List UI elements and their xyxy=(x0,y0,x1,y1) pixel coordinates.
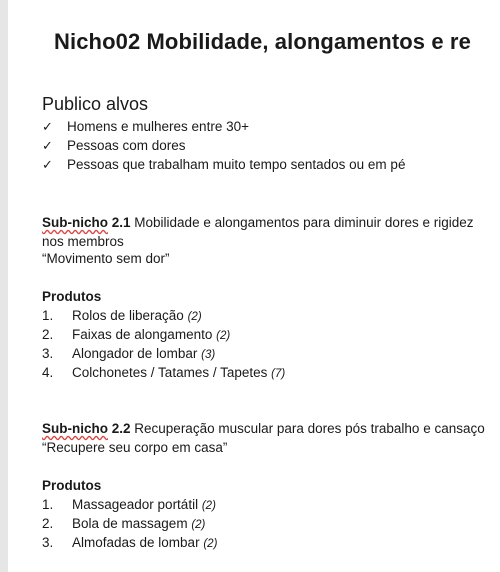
product-name: Alongador de lombar xyxy=(72,346,198,361)
product-item xyxy=(42,327,230,342)
publico-heading: Publico alvos xyxy=(42,94,149,114)
product-name: Faixas de alongamento xyxy=(72,327,213,342)
product-name: Bola de massagem xyxy=(72,516,188,531)
subniche-number: 2.1 xyxy=(108,215,131,230)
publico-item xyxy=(42,157,405,173)
produtos-heading: Produtos xyxy=(42,478,102,493)
list-number: 1. xyxy=(42,308,54,323)
product-name: Almofadas de lombar xyxy=(72,535,200,550)
product-item xyxy=(42,516,205,531)
checkmark-icon: ✓ xyxy=(42,138,53,153)
publico-item-text: Homens e mulheres entre 30+ xyxy=(67,119,249,134)
product-name: Colchonetes / Tatames / Tapetes xyxy=(72,365,268,380)
product-item xyxy=(42,535,217,550)
publico-item xyxy=(42,138,186,154)
list-number: 4. xyxy=(42,365,54,380)
publico-item xyxy=(42,119,249,135)
product-count: (2) xyxy=(203,538,218,550)
product-name: Massageador portátil xyxy=(72,497,199,512)
page-title: Nicho02 Mobilidade, alongamentos e re xyxy=(54,29,471,54)
subniche-2-1-slogan: “Movimento sem dor” xyxy=(42,251,170,266)
list-number: 3. xyxy=(42,535,54,550)
publico-item-text: Pessoas que trabalham muito tempo sentados ou em pé xyxy=(67,157,406,172)
document-page xyxy=(8,0,500,572)
list-number: 2. xyxy=(42,327,54,342)
subniche-2-2-description xyxy=(42,421,485,436)
checkmark-icon: ✓ xyxy=(42,157,53,172)
product-name: Rolos de liberação xyxy=(72,308,184,323)
subniche-text: Mobilidade e alongamentos para diminuir dores e rigidez nos membros xyxy=(42,215,474,249)
product-count: (7) xyxy=(271,368,286,380)
list-number: 1. xyxy=(42,497,54,512)
list-number: 3. xyxy=(42,346,54,361)
subniche-label: Sub-nicho xyxy=(42,215,108,230)
subniche-label: Sub-nicho xyxy=(42,421,108,436)
product-item xyxy=(42,365,285,380)
product-item xyxy=(42,346,215,361)
produtos-heading: Produtos xyxy=(42,289,102,304)
subniche-2-2-slogan: “Recupere seu corpo em casa” xyxy=(42,440,228,455)
product-count: (2) xyxy=(191,519,206,531)
subniche-2-1-description xyxy=(42,213,492,251)
publico-item-text: Pessoas com dores xyxy=(67,138,186,153)
product-count: (2) xyxy=(216,330,231,342)
product-item xyxy=(42,308,202,323)
list-number: 2. xyxy=(42,516,54,531)
product-count: (3) xyxy=(201,349,216,361)
checkmark-icon: ✓ xyxy=(42,119,53,134)
subniche-text: Recuperação muscular para dores pós trabalho e cansaço xyxy=(130,421,485,436)
subniche-number: 2.2 xyxy=(108,421,131,436)
product-count: (2) xyxy=(201,500,216,512)
product-item xyxy=(42,497,216,512)
product-count: (2) xyxy=(187,311,202,323)
